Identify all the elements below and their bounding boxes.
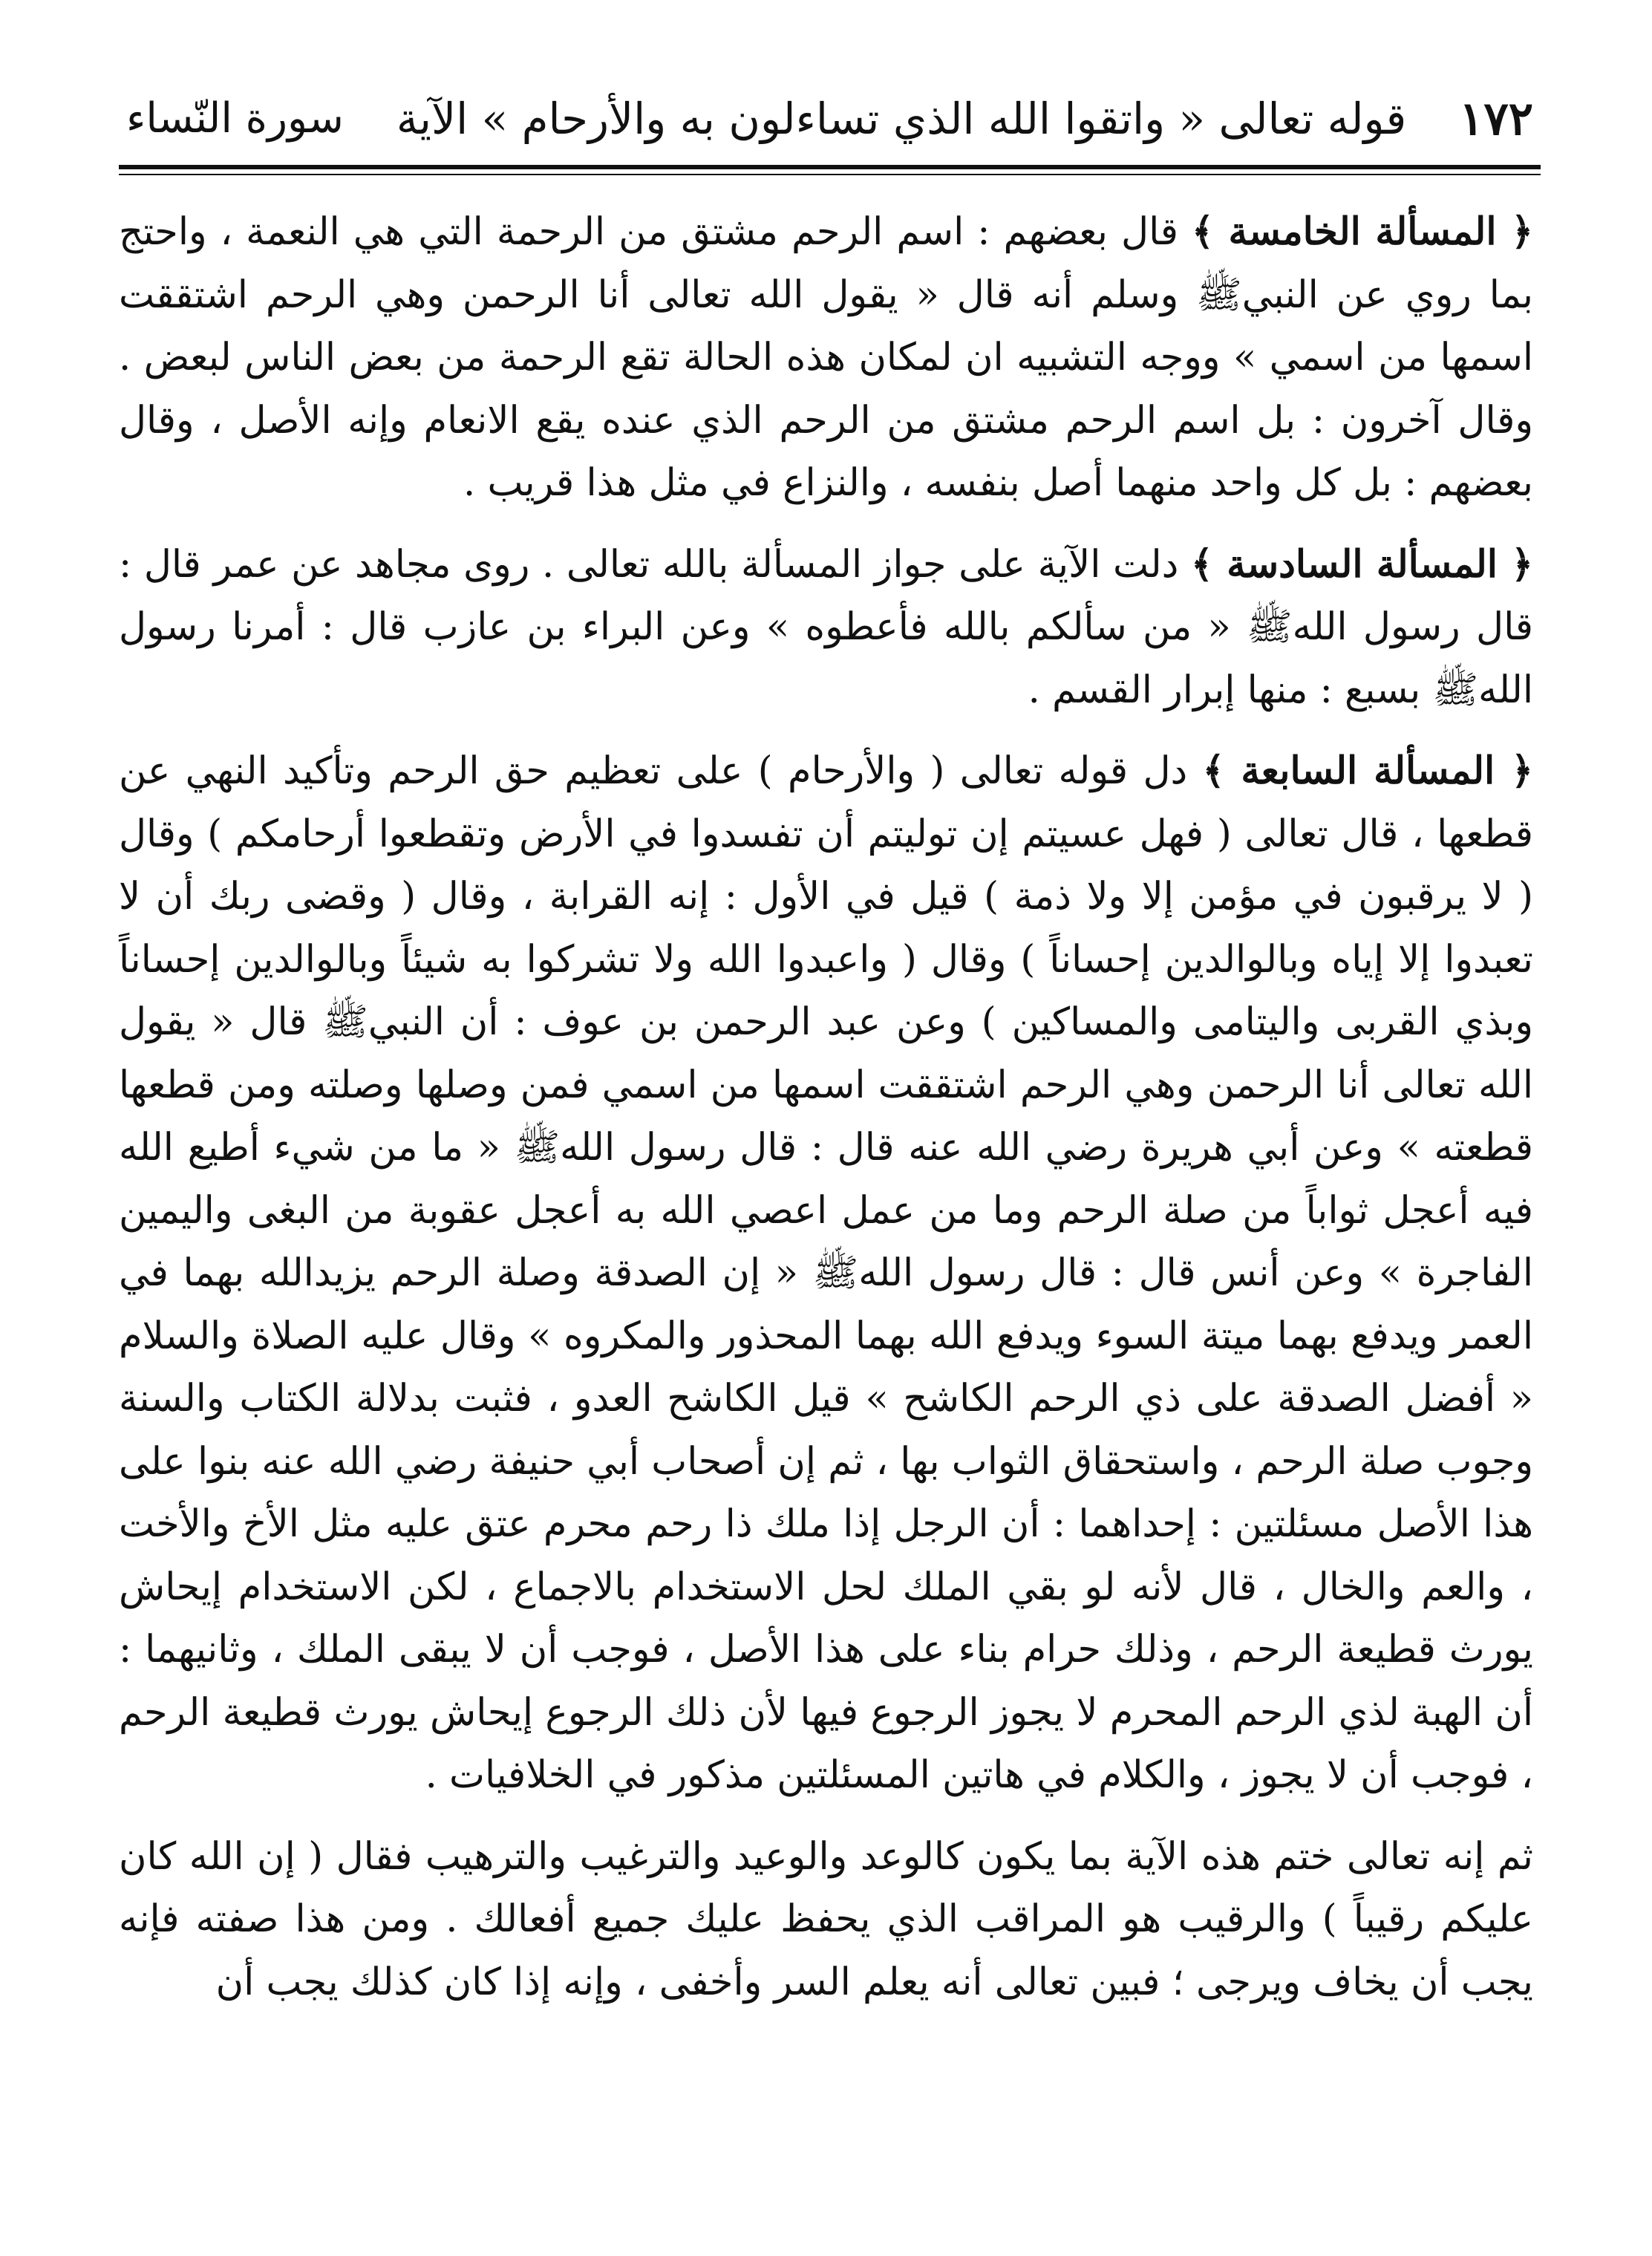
page-number: ١٧٢: [1459, 91, 1533, 146]
issue-heading: ﴿ المسألة الخامسة ﴾: [1192, 209, 1533, 254]
page-header: [126, 89, 1533, 149]
paragraph-issue-6: [119, 533, 1533, 723]
paragraph-issue-5: [119, 201, 1533, 515]
paragraph-closing: [119, 1825, 1533, 2015]
paragraph-text: قال بعضهم : اسم الرحم مشتق من الرحمة التي هي النعمة ، واحتج بما روي عن النبيﷺ وسلم أنه قال « يقول الله تعالى أنا الرحمن وهي الرحم اشتققت اسمها من اسمي » ووجه التشبيه ان لمكان هذه الحالة تقع الرحمة من بعض الناس لبعض . وقال آخرون : بل اسم الرحم مشتق من الرحم الذي عنده يقع الانعام وإنه الأصل ، وقال بعضهم : بل كل واحد منهما أصل بنفسه ، والنزاع في مثل هذا قريب .: [119, 210, 1533, 505]
paragraph-text: دل قوله تعالى ( والأرحام ) على تعظيم حق الرحم وتأكيد النهي عن قطعها ، قال تعالى ( فهل عسيتم إن توليتم أن تفسدوا في الأرض وتقطعوا أرحامكم ) وقال ( لا يرقبون في مؤمن إلا ولا ذمة ) قيل في الأول : إنه القرابة ، وقال ( وقضى ربك أن لا تعبدوا إلا إياه وبالوالدين إحساناً ) وقال ( واعبدوا الله ولا تشركوا به شيئاً وبالوالدين إحساناً وبذي القربى واليتامى والمساكين ) وعن عبد الرحمن بن عوف : أن النبيﷺ قال « يقول الله تعالى أنا الرحمن وهي الرحم اشتققت اسمها من اسمي فمن وصلها وصلته ومن قطعها قطعته » وعن أبي هريرة رضي الله عنه قال : قال رسول اللهﷺ « ما من شيء أطيع الله فيه أعجل ثواباً من صلة الرحم وما من عمل اعصي الله به أعجل عقوبة من البغى واليمين الفاجرة » وعن أنس قال : قال رسول اللهﷺ « إن الصدقة وصلة الرحم يزيدالله بهما في العمر ويدفع بهما ميتة السوء ويدفع الله بهما المحذور والمكروه » وقال عليه الصلاة والسلام « أفضل الصدقة على ذي الرحم الكاشح » قيل الكاشح العدو ، فثبت بدلالة الكتاب والسنة وجوب صلة الرحم ، واستحقاق الثواب بها ، ثم إن أصحاب أبي حنيفة رضي الله عنه بنوا على هذا الأصل مسئلتين : إحداهما : أن الرجل إذا ملك ذا رحم محرم عتق عليه مثل الأخ والأخت ، والعم والخال ، قال لأنه لو بقي الملك لحل الاستخدام بالاجماع ، لكن الاستخدام إيحاش يورث قطيعة الرحم ، وذلك حرام بناء على هذا الأصل ، فوجب أن لا يبقى الملك ، وثانيهما : أن الهبة لذي الرحم المحرم لا يجوز الرجوع فيها لأن ذلك الرجوع إيحاش يورث قطيعة الرحم ، فوجب أن لا يجوز ، والكلام في هاتين المسئلتين مذكور في الخلافيات .: [119, 749, 1533, 1797]
paragraph-text: دلت الآية على جواز المسألة بالله تعالى . روى مجاهد عن عمر قال : قال رسول اللهﷺ « من سألكم بالله فأعطوه » وعن البراء بن عازب قال : أمرنا رسول اللهﷺ بسبع : منها إبرار القسم .: [119, 542, 1533, 712]
issue-heading: ﴿ المسألة السادسة ﴾: [1191, 541, 1533, 587]
paragraph-text: ثم إنه تعالى ختم هذه الآية بما يكون كالوعد والوعيد والترغيب والترهيب فقال ( إن الله كان عليكم رقيباً ) والرقيب هو المراقب الذي يحفظ عليك جميع أفعالك . ومن هذا صفته فإنه يجب أن يخاف ويرجى ؛ فبين تعالى أنه يعلم السر وأخفى ، وإنه إذا كان كذلك يجب أن: [119, 1834, 1533, 2004]
header-rule: [119, 165, 1541, 175]
running-title: قوله تعالى « واتقوا الله الذي تساءلون به والأرحام » الآية: [396, 94, 1407, 144]
issue-heading: ﴿ المسألة السابعة ﴾: [1202, 749, 1533, 793]
paragraph-issue-7: [119, 740, 1533, 1807]
surah-name: سورة النّساء: [126, 94, 344, 143]
body-text: [119, 201, 1533, 2014]
